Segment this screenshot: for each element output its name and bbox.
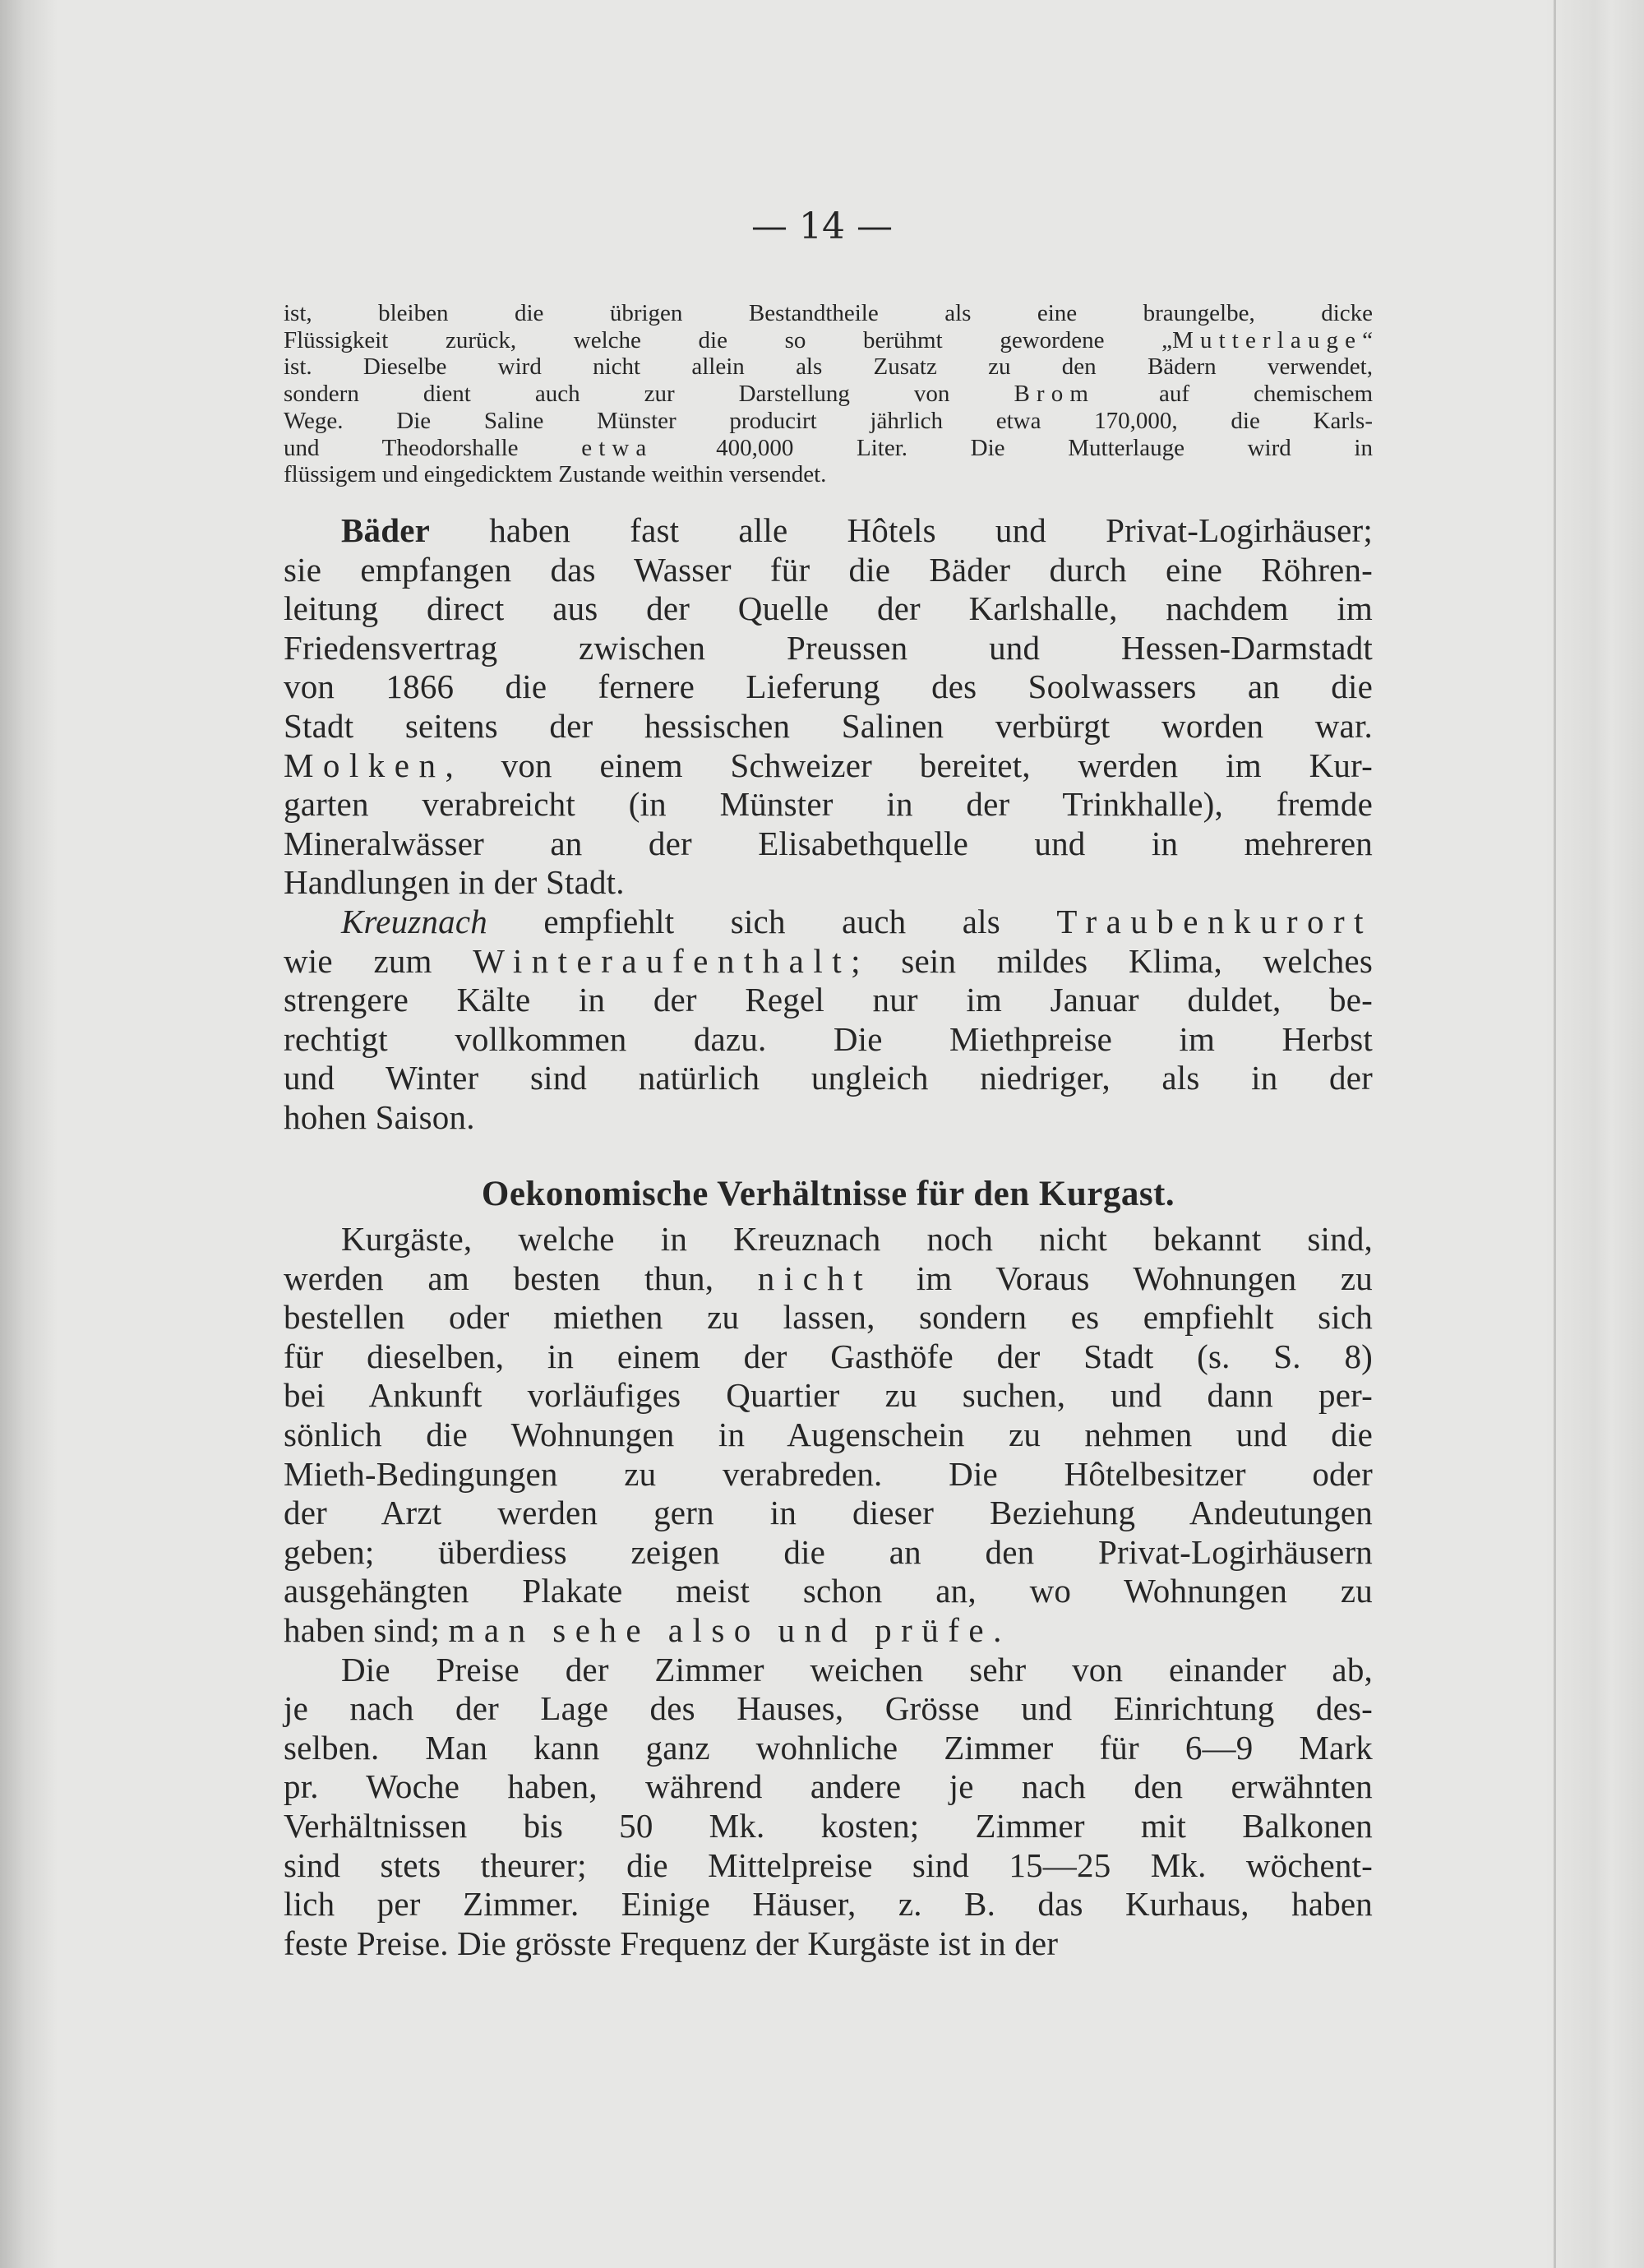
text-run: sind stets theurer; die Mittelpreise sind 15—25 Mk. wöchent-	[284, 1845, 1373, 1884]
text-run: strengere Kälte in der Regel nur im Januar duldet, be-	[284, 981, 1373, 1019]
page-edge-shadow	[0, 0, 58, 2268]
text-line	[284, 1494, 1373, 1533]
spaced-emphasis: Mutterlauge	[1172, 326, 1363, 353]
text-line	[284, 300, 1373, 327]
text-run: pr. Woche haben, während andere je nach den erwähnten	[284, 1767, 1373, 1806]
footnote-paragraph	[284, 300, 1373, 488]
text-run: Wege. Die Saline Münster producirt jährlich etwa 170,000, die Karls-	[284, 407, 1373, 434]
text-run: ist, bleiben die übrigen Bestandtheile als eine braungelbe, dicke	[284, 300, 1373, 326]
text-run: Handlungen in der Stadt.	[284, 863, 625, 902]
section-heading: Oekonomische Verhältnisse für den Kurgast.	[481, 1175, 1175, 1213]
page-fold-line	[1554, 0, 1556, 2268]
text-line	[284, 1298, 1373, 1337]
paragraph	[284, 1220, 1373, 1651]
text-line	[284, 551, 1373, 590]
text-line	[284, 511, 1373, 551]
text-run: Friedensvertrag zwischen Preussen und Hessen-Darmstadt	[284, 628, 1373, 667]
text-run: rechtigt vollkommen dazu. Die Miethpreise im Herbst	[284, 1019, 1373, 1058]
text-run: Mineralwässer an der Elisabethquelle und in mehreren	[284, 824, 1373, 862]
text-line	[284, 746, 1373, 786]
text-run: ist. Dieselbe wird nicht allein als Zusatz zu den Bädern verwendet,	[284, 353, 1373, 381]
spaced-emphasis: nicht	[757, 1259, 873, 1297]
bold-lead-word: Bäder	[341, 511, 431, 549]
text-run: haben fast alle Hôtels und Privat-Logirhäuser;	[430, 511, 1373, 549]
text-line	[284, 1885, 1373, 1924]
text-line	[284, 629, 1373, 668]
text-line	[284, 1416, 1373, 1455]
text-run: für dieselben, in einem der Gasthöfe der Stadt (s. S. 8)	[284, 1337, 1373, 1375]
text-line	[284, 1572, 1373, 1611]
text-line	[284, 1259, 1373, 1299]
text-run: Kurgäste, welche in Kreuznach noch nicht bekannt sind,	[341, 1220, 1373, 1258]
text-line	[284, 1689, 1373, 1729]
text-line	[284, 707, 1373, 746]
text-line	[284, 1651, 1373, 1690]
text-run: 400,000 Liter. Die Mutterlauge wird in	[653, 434, 1373, 461]
text-line	[284, 1020, 1373, 1060]
text-run: .	[993, 1610, 1002, 1649]
body-text-bottom	[284, 1220, 1373, 1963]
text-run: sondern dient auch zur Darstellung von	[284, 381, 1014, 408]
text-run: geben; überdiess zeigen die an den Privat-Logirhäusern	[284, 1532, 1373, 1571]
text-line	[284, 981, 1373, 1020]
text-line	[284, 1455, 1373, 1494]
text-run: lich per Zimmer. Einige Häuser, z. B. das Kurhaus, haben	[284, 1885, 1373, 1924]
text-line	[284, 1924, 1373, 1964]
spaced-emphasis: etwa	[581, 434, 653, 461]
text-line	[284, 825, 1373, 864]
text-line	[284, 408, 1373, 435]
text-run: hohen Saison.	[284, 1097, 475, 1136]
text-line	[284, 1337, 1373, 1377]
text-run: ; sein mildes Klima, welches	[851, 941, 1373, 980]
text-line	[284, 785, 1373, 825]
text-run: Die Preise der Zimmer weichen sehr von einander ab,	[341, 1650, 1373, 1688]
text-line	[284, 903, 1373, 942]
text-line	[284, 1846, 1373, 1886]
text-run: bei Ankunft vorläufiges Quartier zu suchen, und dann per-	[284, 1376, 1373, 1415]
text-line	[284, 863, 1373, 903]
paragraph	[284, 903, 1373, 1138]
text-run: Flüssigkeit zurück, welche die so berühmt gewordene „	[284, 326, 1173, 353]
text-line	[284, 353, 1373, 381]
spaced-emphasis: man sehe also und prüfe	[448, 1610, 994, 1649]
text-run: feste Preise. Die grösste Frequenz der Kurgäste ist in der	[284, 1924, 1059, 1962]
paragraph	[284, 511, 1373, 903]
text-run: der Arzt werden gern in dieser Beziehung Andeutungen	[284, 1494, 1373, 1532]
text-line	[284, 1611, 1373, 1651]
italic-word: Kreuznach	[341, 902, 487, 940]
text-run: empfiehlt sich auch als	[487, 902, 1057, 940]
text-run: im Voraus Wohnungen zu	[872, 1259, 1373, 1297]
text-run: wie zum	[284, 941, 473, 980]
text-run: leitung direct aus der Quelle der Karlshalle, nachdem im	[284, 589, 1373, 628]
text-line	[284, 1767, 1373, 1807]
paragraph	[284, 1651, 1373, 1964]
text-run: Stadt seitens der hessischen Salinen verbürgt worden war.	[284, 706, 1373, 745]
page-binding-shadow	[1545, 0, 1644, 2268]
text-line	[284, 667, 1373, 707]
text-run: “	[1362, 326, 1373, 353]
text-run: Verhältnissen bis 50 Mk. kosten; Zimmer mit Balkonen	[284, 1806, 1373, 1845]
text-line	[284, 461, 1373, 488]
text-run: je nach der Lage des Hauses, Grösse und Einrichtung des-	[284, 1689, 1373, 1728]
text-run: Mieth-Bedingungen zu verabreden. Die Hôtelbesitzer oder	[284, 1454, 1373, 1493]
text-line	[284, 1376, 1373, 1416]
text-run: bestellen oder miethen zu lassen, sondern es empfiehlt sich	[284, 1298, 1373, 1337]
text-run: , von einem Schweizer bereitet, werden im Kur-	[445, 746, 1373, 784]
text-run: und Winter sind natürlich ungleich niedriger, als in der	[284, 1059, 1373, 1097]
text-line	[284, 435, 1373, 462]
text-run: selben. Man kann ganz wohnliche Zimmer für 6—9 Mark	[284, 1728, 1373, 1767]
spaced-emphasis: Traubenkurort	[1056, 902, 1373, 940]
text-run: sönlich die Wohnungen in Augenschein zu nehmen und die	[284, 1415, 1373, 1453]
page-number: — 14 —	[751, 206, 893, 247]
text-line	[284, 1059, 1373, 1098]
text-run: garten verabreicht (in Münster in der Trinkhalle), fremde	[284, 785, 1373, 824]
text-run: von 1866 die fernere Lieferung des Soolwassers an die	[284, 667, 1373, 706]
text-line	[284, 942, 1373, 982]
text-run: sie empfangen das Wasser für die Bäder durch eine Röhren-	[284, 550, 1373, 589]
text-line	[284, 1729, 1373, 1768]
text-line	[284, 1533, 1373, 1573]
spaced-emphasis: Winteraufenthalt	[473, 941, 852, 980]
spaced-emphasis: Brom	[1014, 381, 1095, 408]
text-line	[284, 1098, 1373, 1138]
text-run: werden am besten thun,	[284, 1259, 758, 1297]
text-line	[284, 1220, 1373, 1259]
spaced-emphasis: Molken	[284, 746, 446, 784]
text-run: und Theodorshalle	[284, 434, 582, 461]
text-line	[284, 327, 1373, 354]
text-run: auf chemischem	[1095, 381, 1373, 408]
text-line	[284, 381, 1373, 408]
text-line	[284, 1807, 1373, 1846]
text-run: flüssigem und eingedicktem Zustande weithin versendet.	[284, 461, 827, 488]
text-run: ausgehängten Plakate meist schon an, wo Wohnungen zu	[284, 1572, 1373, 1610]
text-run: haben sind;	[284, 1610, 449, 1649]
body-text-top	[284, 511, 1373, 1138]
text-line	[284, 589, 1373, 629]
